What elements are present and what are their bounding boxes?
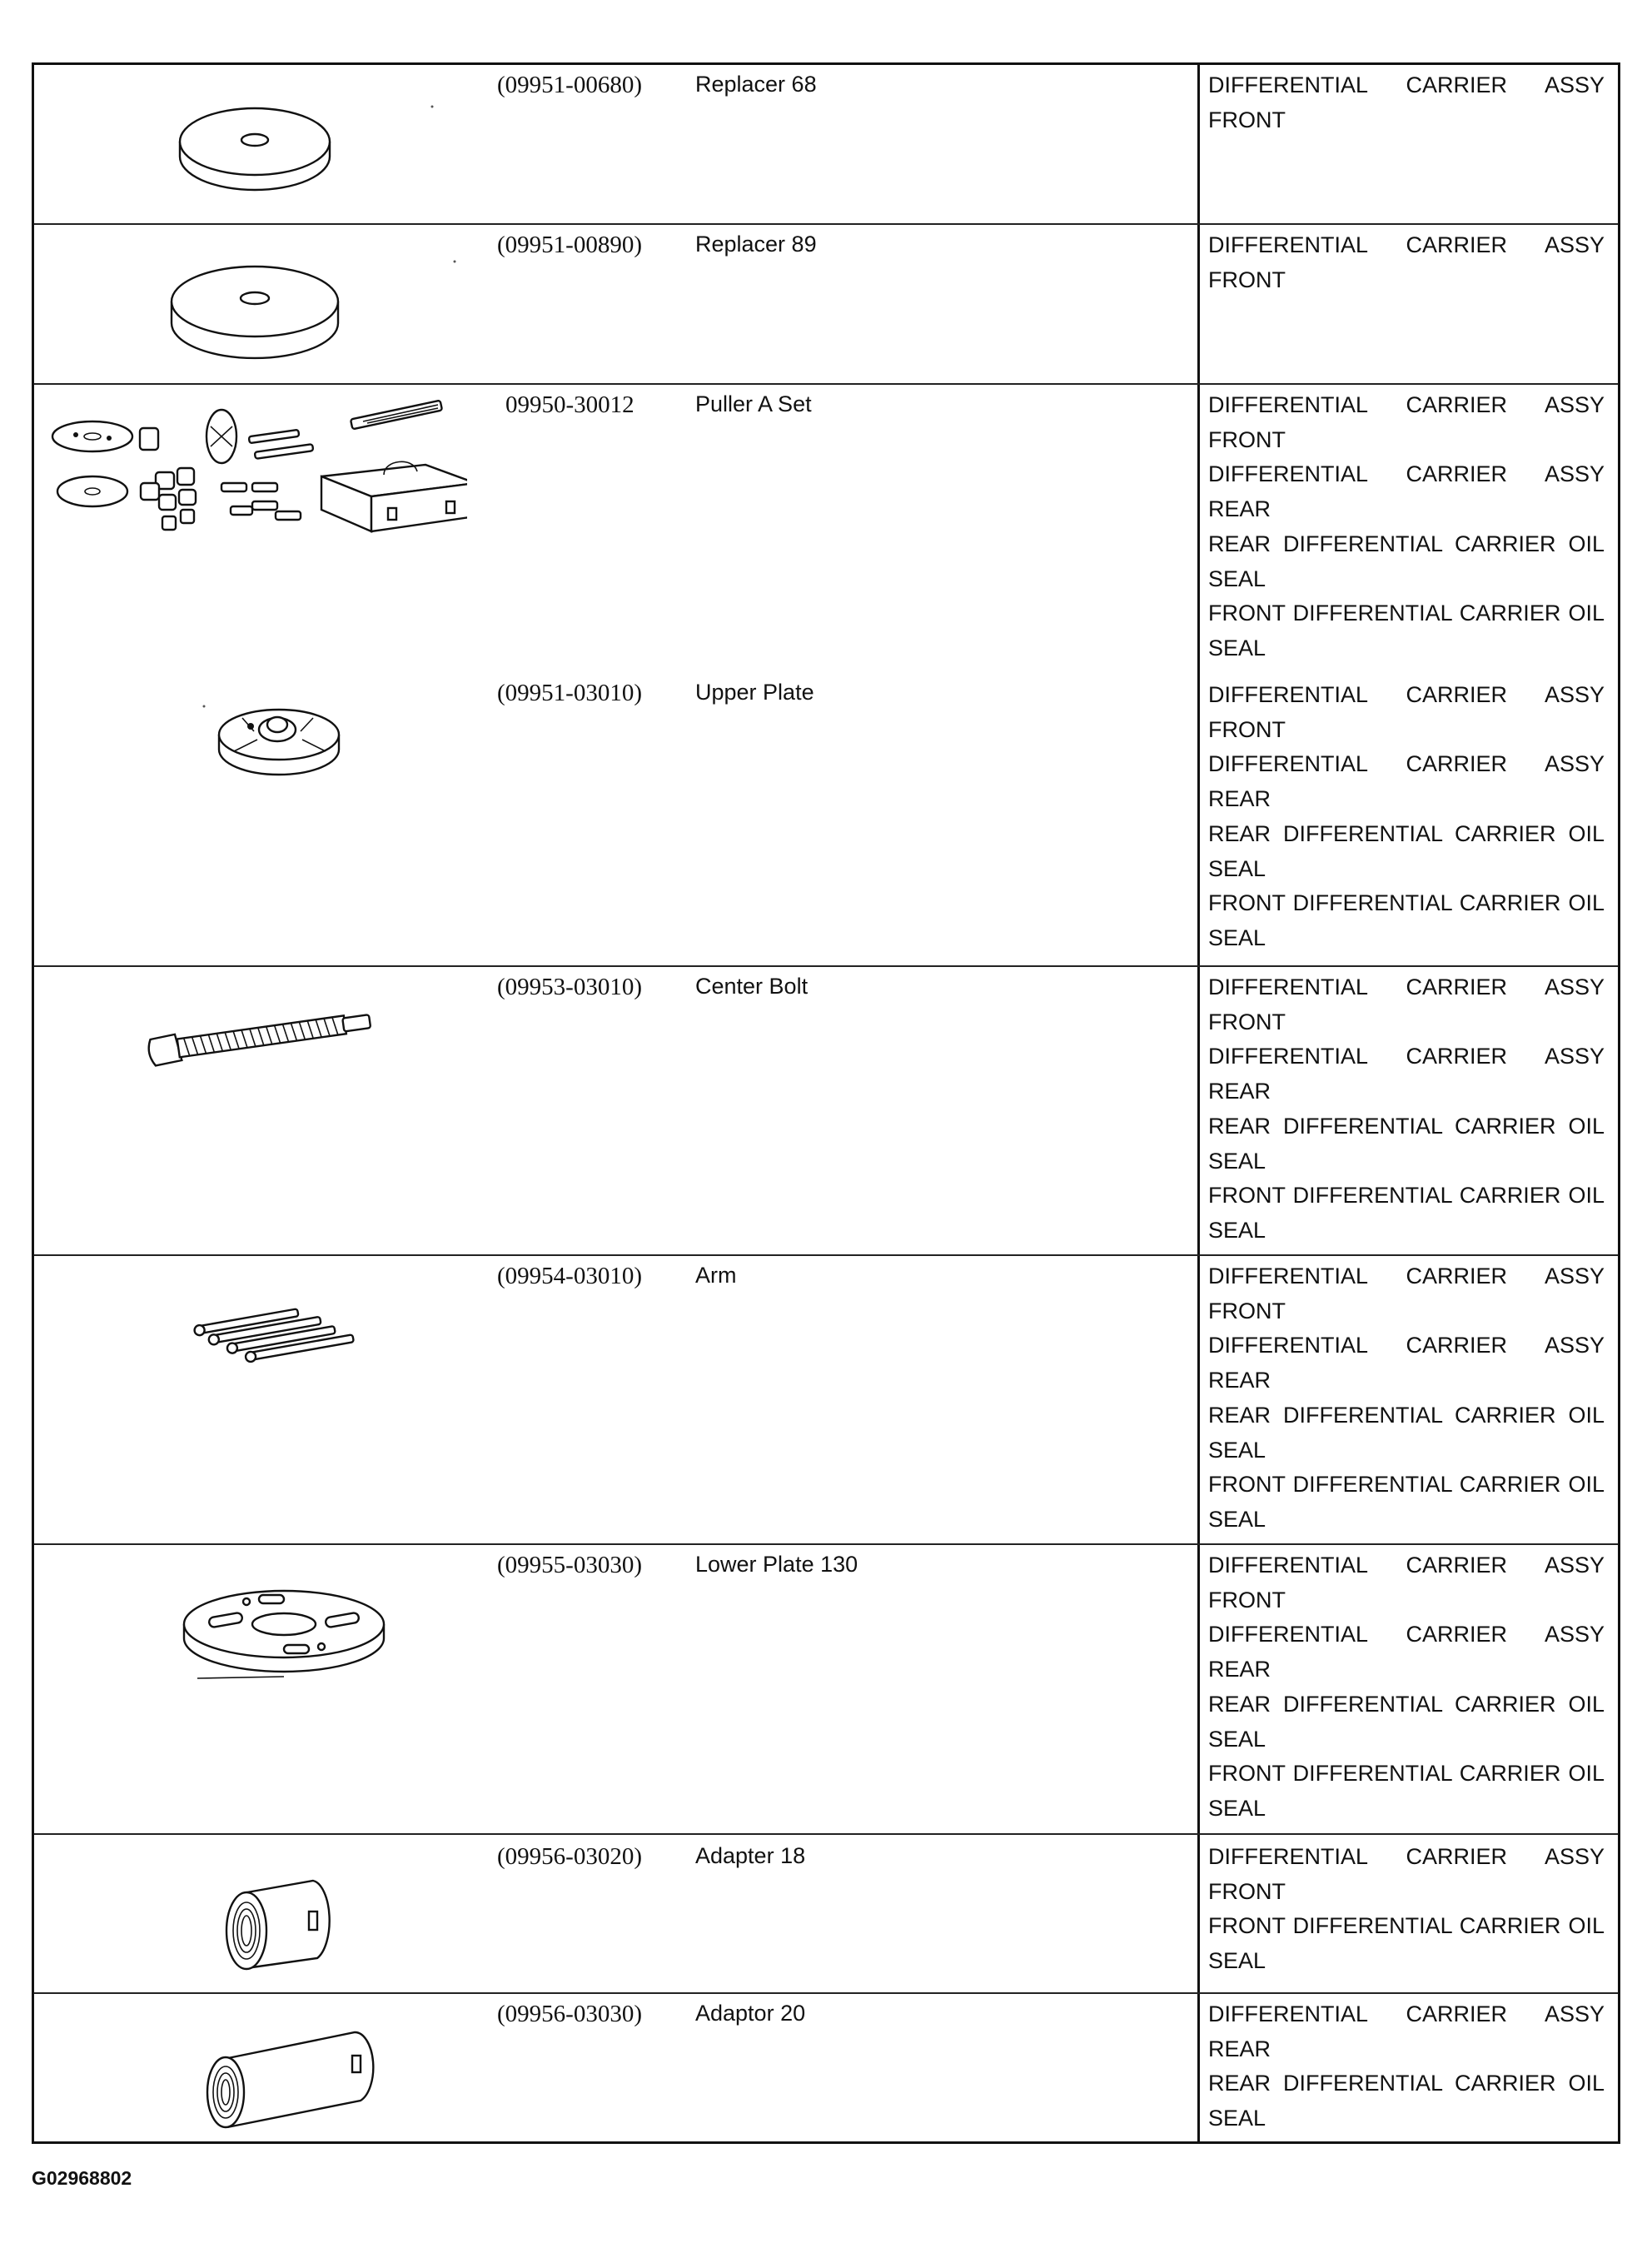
- usage-item: FRONT DIFFERENTIAL CARRIER OIL SEAL: [1208, 1761, 1605, 1821]
- usage-item: REAR DIFFERENTIAL CARRIER OIL SEAL: [1208, 531, 1605, 591]
- usage-item: DIFFERENTIAL CARRIER ASSY FRONT: [1208, 1264, 1605, 1323]
- upper-plate-icon: [34, 675, 467, 965]
- table-row: [34, 967, 1618, 1256]
- part-number: (09951-00890): [497, 232, 642, 258]
- usage-list: [1208, 388, 1605, 666]
- part-number: (09953-03010): [497, 974, 642, 1000]
- table-row: [34, 65, 1618, 225]
- tool-name: Adaptor 20: [695, 2001, 806, 2026]
- usage-item: DIFFERENTIAL CARRIER ASSY FRONT: [1208, 974, 1605, 1034]
- usage-list: [1208, 1997, 1605, 2136]
- tool-name: Puller A Set: [695, 391, 812, 416]
- usage-item: DIFFERENTIAL CARRIER ASSY REAR: [1208, 751, 1605, 812]
- table-row: [34, 1835, 1618, 1994]
- usage-item: REAR DIFFERENTIAL CARRIER OIL SEAL: [1208, 1402, 1605, 1463]
- part-number: (09951-00680): [497, 72, 642, 98]
- part-number: (09956-03030): [497, 2001, 642, 2027]
- center-bolt-icon: [34, 967, 467, 1254]
- usage-item: DIFFERENTIAL CARRIER ASSY REAR: [1208, 1622, 1605, 1682]
- adaptor-long-icon: [34, 1994, 467, 2141]
- usage-list: [1208, 1548, 1605, 1827]
- table-row: [34, 225, 1618, 385]
- tool-name: Lower Plate 130: [695, 1552, 858, 1577]
- table-row: [34, 1994, 1618, 2141]
- usage-list: [1208, 1840, 1605, 1979]
- usage-item: FRONT DIFFERENTIAL CARRIER OIL SEAL: [1208, 601, 1605, 660]
- part-number: (09955-03030): [497, 1552, 642, 1578]
- part-number: (09954-03010): [497, 1263, 642, 1289]
- tool-name: Center Bolt: [695, 974, 809, 999]
- tool-name: Upper Plate: [695, 680, 814, 705]
- usage-item: REAR DIFFERENTIAL CARRIER OIL SEAL: [1208, 1691, 1605, 1752]
- usage-item: DIFFERENTIAL CARRIER ASSY REAR: [1208, 2001, 1605, 2061]
- puller-set-icon: [34, 385, 467, 675]
- usage-item: FRONT DIFFERENTIAL CARRIER OIL SEAL: [1208, 1183, 1605, 1243]
- tool-name: Replacer 68: [695, 72, 817, 97]
- usage-list: [1208, 1259, 1605, 1538]
- usage-item: DIFFERENTIAL CARRIER ASSY REAR: [1208, 1333, 1605, 1393]
- tool-name: Adapter 18: [695, 1843, 806, 1868]
- usage-item: REAR DIFFERENTIAL CARRIER OIL SEAL: [1208, 820, 1605, 881]
- usage-list: [1208, 228, 1605, 297]
- tool-name: Replacer 89: [695, 232, 817, 257]
- tool-name: Arm: [695, 1263, 737, 1288]
- usage-item: DIFFERENTIAL CARRIER ASSY FRONT: [1208, 1844, 1605, 1904]
- lower-plate-icon: [34, 1545, 467, 1833]
- usage-item: DIFFERENTIAL CARRIER ASSY FRONT: [1208, 1553, 1605, 1612]
- usage-item: FRONT DIFFERENTIAL CARRIER OIL SEAL: [1208, 1472, 1605, 1532]
- usage-item: DIFFERENTIAL CARRIER ASSY REAR: [1208, 461, 1605, 522]
- usage-item: REAR DIFFERENTIAL CARRIER OIL SEAL: [1208, 2071, 1605, 2131]
- sst-table: [32, 62, 1620, 2144]
- usage-list: [1208, 678, 1605, 956]
- table-row: [34, 385, 1618, 967]
- part-number: 09950-30012: [505, 391, 634, 418]
- disc-replacer-icon: [34, 65, 467, 223]
- usage-item: REAR DIFFERENTIAL CARRIER OIL SEAL: [1208, 1113, 1605, 1174]
- usage-item: DIFFERENTIAL CARRIER ASSY REAR: [1208, 1044, 1605, 1104]
- usage-item: DIFFERENTIAL CARRIER ASSY FRONT: [1208, 392, 1605, 452]
- usage-item: DIFFERENTIAL CARRIER ASSY FRONT: [1208, 682, 1605, 742]
- usage-list: [1208, 68, 1605, 137]
- part-number: (09951-03010): [497, 680, 642, 706]
- figure-id: G02968802: [32, 2167, 132, 2189]
- usage-item: FRONT DIFFERENTIAL CARRIER OIL SEAL: [1208, 1913, 1605, 1974]
- adapter-icon: [34, 1835, 467, 1992]
- arm-bolts-icon: [34, 1256, 467, 1543]
- tool-entry-upper-plate: [34, 675, 1197, 965]
- usage-item: DIFFERENTIAL CARRIER ASSY FRONT: [1208, 72, 1605, 132]
- usage-list: [1208, 970, 1605, 1249]
- part-number: (09956-03020): [497, 1843, 642, 1870]
- usage-item: FRONT DIFFERENTIAL CARRIER OIL SEAL: [1208, 890, 1605, 950]
- usage-item: DIFFERENTIAL CARRIER ASSY FRONT: [1208, 232, 1605, 292]
- tool-entry-puller-set: [34, 385, 1197, 675]
- table-row: [34, 1256, 1618, 1545]
- disc-replacer-icon: [34, 225, 467, 383]
- table-row: [34, 1545, 1618, 1835]
